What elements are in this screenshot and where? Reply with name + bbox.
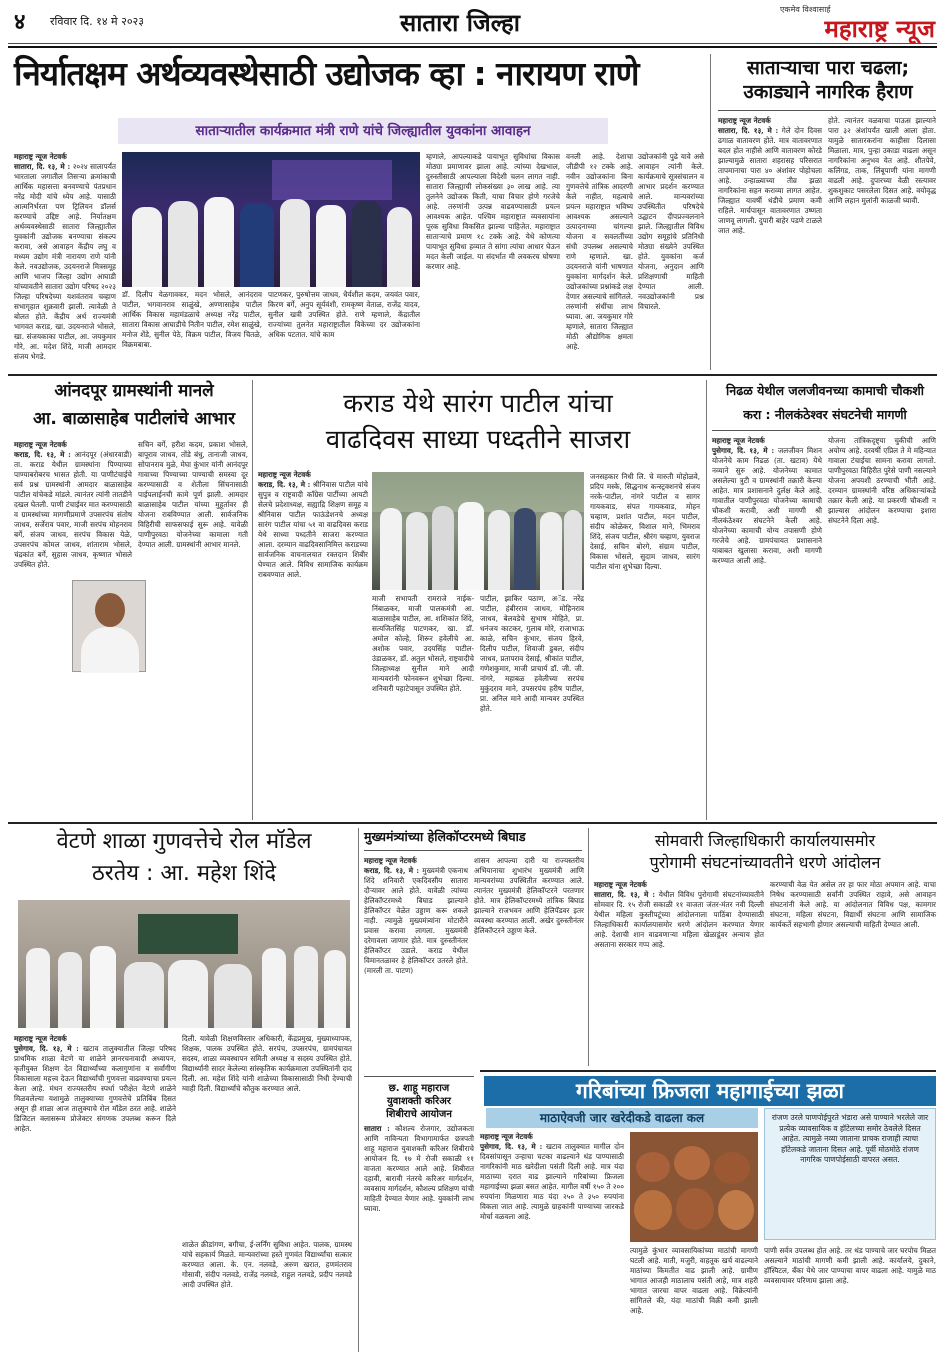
vetne-column-2: दिली. यावेळी शिक्षणविस्तार अधिकारी, केंद्रप्रमुख, मुख्याध्यापक, शिक्षक, पालक उपस्थित होते. सरपंच, उपसरपंच, ग्रामपंचायत सदस्य, शाळा व्यवस्थापन समिती अध्यक्ष व सदस्य उपस्थित होते. विद्यार्थ्यांनी सादर केलेल्या सांस्कृतिक कार्यक्रमाला उपस्थितांनी दाद दिली. आ. महेश शिंदे यांनी शाळेच्या विकासासाठी निधी देण्याची ग्वाही दिली. विद्यार्थ्यांचे कौतुक करण्यात आले. xyxy=(182,1034,352,1093)
nimbal-dateline: पुसेगाव, दि. १३, मे : xyxy=(712,446,775,455)
section-title: सातारा जिल्हा xyxy=(399,9,521,37)
heat-column-2: होते. त्यानंतर वळवाचा पाऊस झाल्याने पारा ३२ अंशांपर्यंत खाली आला होता. यामुळे सातारकरांना काहीसा दिलासा मिळाला. मात्र, पुन्हा उकाडा वाढला असून नागरिकांना अनुभव येत आहे. शीतपेये, कलिंगड, ताक, लिंबूपाणी यांना मागणी वाढली आहे. दुपारच्या वेळी रस्त्यावर शुकशुकाट पसरलेला दिसत आहे. वयोवृद्ध आणि लहान मुलांनी काळजी घ्यावी. xyxy=(828,116,936,205)
anandpur-dateline: कराड, दि. १३, मे : xyxy=(14,450,71,459)
heat-byline: महाराष्ट्र न्यूज नेटवर्क xyxy=(718,116,771,125)
karad-column-3: पाटील, झाकिर पठाण, अॅड. नरेंद्र पाटील, हंबीरराव जाधव, मोहिनराव जाधव, बेलवडेचे सुभाष मोहिते, प्रा. धनंजय काटकर, गुलाब मोरे, राजाभाऊ काळे, सचिन कुंभार, संजय हिरवे, दिलीप पाटील, शिवाजी डुबल, संदीप जाधव, प्रतापराव देसाई, श्रीकांत पाटील, गणेशकुमार, माजी प्राचार्य डॉ. जी. जी. नांगरे, महाबळ हवेलीच्या सरपंच मुकुंदराव माने, उपसरपंच हरीष पाटील, प्रा. अनिल माने आदी मान्यवर उपस्थित होते. xyxy=(480,594,584,713)
lead-subhead: साताऱ्यातील कार्यक्रमात मंत्री राणे यांचे जिल्ह्यातील युवकांना आवाहन xyxy=(118,118,608,144)
protest-headline-1: सोमवारी जिल्हाधिकारी कार्यालयासमोर xyxy=(654,831,876,850)
cm-column-1 xyxy=(364,856,468,1070)
vetne-byline: महाराष्ट्र न्यूज नेटवर्क xyxy=(14,1034,67,1043)
fridge-body-1: खटाव तालुक्यात मागील दोन दिवसांपासून उन्हाचा चटका वाढल्याने थंड पाण्यासाठी नागरिकांनी माठ खरेदीला पसंती दिली आहे. मात्र यंदा माठाच्या दरात वाढ झाल्याने गरिबांच्या फ्रिजला महागाईच्या झळा बसत आहेत. मागील वर्षी १५० ते २०० रुपयांना मिळणारा माठ यंदा २५० ते ३५० रुपयांना विकला जात आहे. त्यामुळे ग्राहकांनी पाण्याच्या जारकडे मोर्चा वळवला आहे. xyxy=(480,1142,624,1221)
fridge-banner: गरिबांच्या फ्रिजला महागाईच्या झळा xyxy=(484,1076,936,1106)
protest-column-2: करण्याची वेळ येत असेल तर हा फार मोठा अपमान आहे. याचा निषेध करण्यासाठी सर्वांनी उपस्थित राहावे, असे आवाहन संघटनांनी केले आहे. या आंदोलनात विविध पक्ष, कामगार संघटना, महिला संघटना, विद्यार्थी संघटना आणि सामाजिक कार्यकर्ते सहभागी होणार असल्याची माहिती देण्यात आली. xyxy=(770,880,936,929)
fridge-sidebar xyxy=(764,1108,936,1240)
vetne-photo xyxy=(18,900,350,1028)
karad-dateline: कराड, दि. १३, मे : xyxy=(258,480,311,489)
fridge-column-3: पाणी सर्वत्र उपलब्ध होत आहे. तर थंड पाण्याचे जार घरपोच मिळत असल्याने माठांची मागणी कमी झाली आहे. कार्यालये, दुकाने, हॉस्पिटल, बँका येथे जार पाण्याचा वापर वाढला आहे. यामुळे माठ व्यवसायावर परिणाम झाला आहे. xyxy=(764,1246,936,1285)
karad-headline-2: वाढदिवस साध्या पध्दतीने साजरा xyxy=(325,425,631,455)
lead-caption: डॉ. दिलीप येळगावकर, मदन भोसले, आनंदराव पाटील, भगवानराव साळुंखे, अण्णासाहेब पाटील आर्थिक विकास महामंडळाचे अध्यक्ष नरेंद्र पाटील, सातारा विकास आघाडीचे नितीन पाटील, रमेश साळुंखे, मनोज शेंडे, सुनील पेठे, विक्रम पाटील, विजय चितळे, विक्रमबाबा. xyxy=(122,290,262,349)
vetne-column-1 xyxy=(14,1034,176,1352)
heat-dateline: सातारा, दि. १३, मे : xyxy=(718,126,779,135)
cm-byline: महाराष्ट्र न्यूज नेटवर्क xyxy=(364,856,417,865)
shahu-body-1: कौशल्य रोजगार, उद्योजकता आणि नाविन्यता विभागामार्फत छत्रपती शाहू महाराज युवाशक्ती करिअर शिबीराचे आयोजन दि. १७ मे रोजी सकाळी ११ वाजता करण्यात आले आहे. शिबीरात दहावी, बारावी नंतरचे करिअर मार्गदर्शन, व्यवसाय मार्गदर्शन, कौशल्य प्रशिक्षण यांची माहिती देण्यात येणार आहे. युवकांनी लाभ घ्यावा. xyxy=(364,1124,474,1213)
fridge-subbanner: माठाऐवजी जार खरेदीकडे वाढला कल xyxy=(486,1108,758,1128)
fridge-dateline: पुसेगाव, दि. १३, मे : xyxy=(480,1142,543,1151)
shahu-headline-1: छ. शाहू महाराज xyxy=(388,1083,450,1094)
lead-photo xyxy=(122,152,420,287)
heat-body-1: गेले दोन दिवस ढगाळ वातावरण होते. मात्र वातावरणात बदल होत नाहीसे आणि वातावरण कोरडे झाल्यामुळे सातारा शहरासह परिसरात तापमानाचा पारा ४० अंशांवर पोहोचला आहे. उन्हाळ्याच्या तीव्र झळा नागरिकांना सहन कराव्या लागत आहेत. जिल्ह्यात यावर्षी थंडीचे प्रमाण कमी राहिले. मार्चपासून वातावरणात उष्णता जाणवू लागली. दुपारी बाहेर पडणे टाळले जात आहे. xyxy=(718,126,822,235)
cm-headline: मुख्यमंत्र्यांच्या हेलिकॉप्टरमध्ये बिघाड xyxy=(364,829,526,844)
protest-body-1: येथील विविध पुरोगामी संघटनांच्यावतीने सोमवार दि. १५ रोजी सकाळी ११ वाजता जंतर-मंतर नवी दिल्ली येथील महिला कुस्तीपटूंच्या आंदोलनाला पाठिंबा देण्यासाठी जिल्हाधिकारी कार्यालयासमोर धरणे आंदोलन करण्यात येणार आहे. देशाची शान वाढवणाऱ्या महिला खेळाडूंवर अन्याय होत असताना सरकार गप्प आहे. xyxy=(594,890,764,949)
brand-logo: महाराष्ट्र न्यूज xyxy=(824,15,935,43)
protest-byline: महाराष्ट्र न्यूज नेटवर्क xyxy=(594,880,647,889)
lead-column-4: म्हणाले, आपल्याकडे पायाभूत सुविधांचा विकास मोठ्या प्रमाणावर झाला आहे. त्यांच्या देखभाल, दुरुस्तीसाठी आपल्याला विदेशी चलन लागत नाही. सातारा जिल्ह्याची लोकसंख्या ३० लाख आहे. त्या तुलनेने उद्योजक किती, याचा विचार होणे गरजेचे आहे. तरुणांनी उत्पन्न वाढवण्यासाठी प्रयत्न आवश्यक आहेत. पश्चिम महाराष्ट्रात व्यवसायांना पूरक सुविधा विकसित झाल्या पाहिजेत. महाराष्ट्रात साताऱ्याचे प्रमाण १८ टक्के आहे. येथे कोणत्या पायाभूत सुविधा हव्यात ते सांगा त्यांचा आधार घेऊन मदत केली जाईल. या संदर्भात मी लवकरच घोषणा करणार आहे. xyxy=(426,152,560,271)
anandpur-portrait xyxy=(72,580,146,672)
lead-body-1: २०२४ सालापर्यंत भारताला जगातील तिसऱ्या क्रमांकाची आर्थिक महासत्ता बनवण्याचे पंतप्रधान नरेंद्र मोदी यांचे ध्येय आहे. यासाठी आत्मनिर्भरता पण ट्रिलियन डॉलर्स करण्याचे उद्दिष्ट आहे. निर्यातक्षम अर्थव्यवस्थेसाठी सातारा जिल्ह्यातील युवकांनी उद्योजक बनण्याचा संकल्प करावा, असे आवाहन केंद्रीय लघु व मध्यम उद्योग मंत्री नारायण राणे यांनी केले. नवउद्योजक, उदयनराजे मित्रसमूह आणि भाजप जिल्हा उद्योग आघाडी यांच्यावतीने सातारा उद्योग परिषद २०२३ जिल्हा परिषदेच्या यशवंतराव चव्हाण सभागृहात शुक्रवारी झाली. त्यावेळी ते बोलत होते. केंद्रीय अर्थ राज्यमंत्री भागवत कराड, खा. उदयनराजे भोसले, खा. संजयकाका पाटील, आ. जयकुमार गोरे, आ. मदेश शिंदे, माजी आमदार संजय भेगडे. xyxy=(14,162,116,361)
lead-column-1 xyxy=(14,152,116,361)
page-number: ४ xyxy=(14,10,26,35)
protest-dateline: सातारा, दि. १३, मे : xyxy=(594,890,655,899)
lead-column-6: उद्योजकांनी पुढे यावे असे आवाहन त्यांनी केले. कार्यक्रमाचे सूत्रसंचालन व आभार प्रदर्शन करण्यात आले. मान्यवरांच्या उपस्थितीत परिषदेचे उद्घाटन दीपप्रज्वलनाने झाले. जिल्ह्यातील विविध उद्योग समूहांचे प्रतिनिधी मोठ्या संख्येने उपस्थित होते. युवकांना कर्ज योजना, अनुदान आणि प्रशिक्षणाची माहिती देण्यात आली. नवउद्योजकांनी प्रश्न विचारले. xyxy=(638,152,704,311)
karad-column-1 xyxy=(258,470,368,816)
cm-dateline: कराड, दि. १३, मे : xyxy=(364,866,420,875)
shahu-column-1 xyxy=(364,1124,474,1352)
nimbal-column-2: योजना तांत्रिकदृष्ट्या चुकीची आणि अयोग्य आहे. दरवर्षी एप्रिल ते मे महिन्यात गावाला टंचाईचा सामना करावा लागतो. पाणीपुरवठा विहिरीत पुरेसे पाणी नसल्याने योजना अपयशी ठरण्याची भीती आहे. दरम्यान ग्रामस्थांनी वरिष्ठ अधिकाऱ्यांकडे तक्रार केली आहे. या प्रकरणी चौकशी न झाल्यास आंदोलन करण्याचा इशारा संघटनेने दिला आहे. xyxy=(828,436,936,525)
fridge-photo xyxy=(630,1132,758,1242)
karad-body-1: श्रीनिवास पाटील यांचे सुपुत्र व राष्ट्रवादी काँग्रेस पार्टीच्या आयटी सेलचे प्रदेशाध्यक्ष, सह्याद्रि शिक्षण समूह व श्रीनिवास पाटील फाऊंडेशनचे अध्यक्ष सारंग पाटील यांचा ५१ वा वाढदिवस कराड येथे साध्या पध्दतीने साजरा करण्यात आला. दरम्यान वाढदिवसानिमित्त कराडच्या सार्वजनिक वाचनालयात रक्तदान शिबीर घेण्यात आले. विविध सामाजिक कार्यक्रम राबवण्यात आले. xyxy=(258,480,368,579)
lead-column-5: वनली आहे. देशाचा जीडीपी १२ टक्के आहे. नवीन उद्योजकांना बिना गुणवत्तेचे तांत्रिक आदरणी केले नाहीत, महत्वाचे प्रयत्न महाराष्ट्रात भविष्य आवश्यक असल्याने उत्पादनाच्या चांगल्या योजना व सवलतींच्या संधी उपलब्ध असल्याचे राणे म्हणाले. खा. उदयनराजे यांनी भाषणात युवकांना मार्गदर्शन केले. उद्योजकांच्या प्रश्नांकडे लक्ष देणार असल्याचे सांगितले. तरुणांनी संधींचा लाभ घ्यावा. आ. जयकुमार गोरे म्हणाले, सातारा जिल्ह्यात मोठी औद्योगिक क्षमता आहे. xyxy=(566,152,633,351)
anandpur-headline-2: आ. बाळासाहेब पाटीलांचे आभार xyxy=(32,409,236,429)
anandpur-body-1: आनंदपूर (अंधारवाडी) ता. कराड येथील ग्रामस्थांना पिण्याच्या पाण्याबरोबरच भासत होती. या पाणीटंचाईचे सर्व प्रश्न ग्रामस्थांनी आमदार बाळासाहेब पाटील यांचेकडे मांडले. त्यानंतर त्यांनी तातडीने दखल घेतली. पाणी टंचाईवर मात करण्यासाठी व ग्रामस्थांच्या मागणीप्रमाणे उपसरपंच संतोष जाधव, सर्जेराव पवार, माजी सरपंच मोहनराव बर्गे, संजय जाधव, सरपंच विकास येळे, उपसरपंच कोमल जाधव, शांताराम भोसले, चंद्रकांत बर्गे, सुहास जाधव, कृष्णात भोसले उपस्थित होते. xyxy=(14,450,132,569)
shahu-dateline: सातारा : xyxy=(364,1124,390,1133)
lead-dateline: सातारा, दि. १३, मे : xyxy=(14,162,71,171)
karad-column-4: जनसहकार निधी लि. चे मारुती मोहोळवे, प्रदिप मस्के, सिद्धनाथ कन्स्ट्रक्शनचे संजय नरके-पाटील, नांगरे पाटील व सागर गायकवाड, संपत गायकवाड, मोहन चव्हाण, प्रशांत पाटील, मदन पाटील, संदीप कोळेकर, विशाल माने, भिमराव शिंदे, संजय पाटील, श्रीरंग चव्हाण, युवराज देसाई, सचिन बोरगे, संग्राम पाटील, विकास भोसले, सुदाम जाधव, सारंग पाटील यांना शुभेच्छा दिल्या. xyxy=(590,472,700,571)
shahu-headline-3: शिबीराचे आयोजन xyxy=(386,1109,452,1120)
lead-headline: निर्यातक्षम अर्थव्यवस्थेसाठी उद्योजक व्हा : नारायण राणे xyxy=(14,54,639,93)
vetne-column-3: शाळेत क्रीडांगण, बगीचा, ई-लर्निंग सुविधा आहेत. पालक, ग्रामस्थ यांचे सहकार्य मिळते. मान्यवरांच्या हस्ते गुणवंत विद्यार्थ्यांचा सत्कार करण्यात आला. के. एन. नलवडे, अरुण खरात, हणमंतराव गोसावी, संदीप नलवडे, राजेंद्र नलवडे, राहुल नलवडे, प्रदीप नलवडे आदी उपस्थित होते. xyxy=(182,1240,352,1289)
nimbal-headline-1: निढळ येथील जलजीवनच्या कामाची चौकशी xyxy=(726,383,924,398)
vetne-dateline: पुसेगाव, दि. १३, मे : xyxy=(14,1044,79,1053)
masthead-tagline: एकमेव विश्वासार्ह xyxy=(780,5,831,14)
karad-caption: माजी सभापती रामराजे नाईक-निंबाळकर, माजी पालकमंत्री आ. बाळासाहेब पाटील, आ. शशिकांत शिंदे, सत्यजितसिंह पाटणकर, खा. डॉ. अमोल कोल्हे, शिरूर हवेलीचे आ. अशोक पवार, उदयसिंह पाटील-उंडाळकर, डॉ. अतुल भोसले, राष्ट्रवादीचे जिल्हाध्यक्ष सुनील माने आदी मान्यवरांनी फोनवरून शुभेच्छा दिल्या. शनिवारी पहाटेपासून उपस्थित होते. xyxy=(372,594,474,693)
nimbal-headline-2: करा : नीलकंठेश्वर संघटनेची मागणी xyxy=(743,407,907,422)
fridge-byline: महाराष्ट्र न्यूज नेटवर्क xyxy=(480,1132,533,1141)
karad-photo xyxy=(372,472,584,590)
fridge-column-2: त्यामुळे कुंभार व्यावसायिकांच्या माठांची मागणी घटली आहे. माती, मजुरी, वाहतूक खर्च वाढल्याने माठांच्या किमतीत वाढ झाली आहे. ग्रामीण भागात आजही माठालाच पसंती आहे, मात्र शहरी भागात जारचा वापर वाढला आहे. विक्रेत्यांनी सांगितले की, यंदा माठांची विक्री कमी झाली आहे. xyxy=(630,1246,758,1315)
anandpur-column-2: सचिन बर्गे, हरीश कदम, प्रकाश भोसले, बापूराव जाधव, तोंडे बंधु, तानाजी जाधव, सोपानराव मुळे, मेघा कुंभार यांनी आनंदपूर गावाच्या पिण्याच्या पाण्याची समस्या दूर करण्यासाठी व शेतीला सिंचनासाठी पाईपलाईनची कामे पूर्ण झाली. आमदार बाळासाहेब पाटील यांच्या मुहूर्तावर ही योजना राबविण्यात आली. सार्वजनिक विहिरीची साफसफाई सुरू आहे. यावेळी पाणीपुरवठा योजनेच्या कामाला गती देण्यात आली. ग्रामस्थांनी आभार मानले. xyxy=(138,440,248,549)
karad-byline: महाराष्ट्र न्यूज नेटवर्क xyxy=(258,470,311,479)
vetne-headline-2: ठरतेय : आ. महेश शिंदे xyxy=(91,861,277,886)
nimbal-byline: महाराष्ट्र न्यूज नेटवर्क xyxy=(712,436,765,445)
masthead-rule xyxy=(8,46,937,48)
shahu-headline-2: युवाशक्ती करिअर xyxy=(387,1096,451,1107)
vetne-body-1: खटाव तालुक्यातील जिल्हा परिषद प्राथमिक शाळा वेटणे या शाळेने ज्ञानरचनावादी अध्यापन, कृतीयुक्त शिक्षण देत विद्यार्थ्यांच्या कलागुणांना व सर्वांगीण विकासाला महत्त्व देऊन विद्यार्थ्यांची गुणवत्ता वाढवण्याचा प्रयत्न केला आहे. मंथन राज्यस्तरीय स्पर्धा परीक्षेत वेटणे शाळेने मिळवलेल्या यशामुळे तालुक्याच्या गुणवत्तेचे प्रतिबिंब दिसत असून ही शाळा आज तालुक्याचे रोल मॉडेल ठरत आहे. शाळेने डिजिटल क्लासरूम प्रोजेक्टर संगणक उपलब्ध करून दिले आहेत. xyxy=(14,1044,176,1133)
lead-column-3: पाटणकर, पुरुषोत्तम जाधव, धैर्यशील कदम, जयवंत पवार, किरण बर्गे, अनुप सूर्यवंशी, रामकृष्ण वेताळ, राजेंद्र यादव, सुनील खत्री उपस्थित होते. राणे म्हणाले, केंद्रातील राज्यांच्या तुलनेत महाराष्ट्रातील विकेच्या दर उद्योजकांना अधिक पटतात. यांचे काम xyxy=(268,290,420,339)
lead-byline: महाराष्ट्र न्यूज नेटवर्क xyxy=(14,152,67,161)
cm-column-2: शासन आपल्या दारी या राज्यस्तरीय अभियानाचा शुभारंभ मुख्यमंत्री आणि मान्यवरांच्या उपस्थितीत करण्यात आले. त्यानंतर मुख्यमंत्री हेलिकॉप्टरने परतणार होते. मात्र हेलिकॉप्टरमध्ये तांत्रिक बिघाड झाल्याने राजभवन आणि हेलिपॅडवर इतर व्यवस्था करण्यात आली. अखेर दुरुस्तीनंतर हेलिकॉप्टरने उड्डाण केले. xyxy=(474,856,584,935)
issue-date: रविवार दि. १४ मे २०२३ xyxy=(50,15,144,28)
vetne-headline-1: वेटणे शाळा गुणवत्तेचे रोल मॉडेल xyxy=(56,829,312,854)
protest-headline-2: पुरोगामी संघटनांच्यावतीने धरणे आंदोलन xyxy=(649,853,881,872)
karad-headline-1: कराड येथे सारंग पाटील यांचा xyxy=(343,389,613,419)
anandpur-byline: महाराष्ट्र न्यूज नेटवर्क xyxy=(14,440,67,449)
fridge-sidebar-text: रांजण उरले पाणपोईपुरते भंडारा असे पाण्याने भरलेले जार प्रत्येक व्यावसायिक व हॉटेलच्या समोर ठेवलेले दिसत आहेत. त्यामुळे नव्या जाताना प्राचक राजाही त्याचा हॉटेलकडे जाताना दिसत आहे. पूर्वी मोठमोठे रांजण नागरिक पाणपोईसाठी वापरत असत. xyxy=(771,1113,929,1164)
fridge-column-1 xyxy=(480,1132,624,1352)
protest-column-1 xyxy=(594,880,764,1066)
cm-body-1: मुख्यमंत्री एकनाथ शिंदे शनिवारी एकदिवसीय सातारा दौऱ्यावर आले होते. यावेळी त्यांच्या हेलिकॉप्टरमध्ये बिघाड झाल्याने हेलिकॉप्टर वेळेत उड्डाण करू शकले नाही. त्यामुळे मुख्यमंत्र्यांना मोटारीने प्रवास करावा लागला. मुख्यमंत्री दरेगावला जाणार होते. मात्र दुरुस्तीनंतर हेलिकॉप्टर उडाले. कराड येथील विमानतळावर हे हेलिकॉप्टर उतरले होते. (मारली ता. पाटण) xyxy=(364,866,468,975)
heat-column-1 xyxy=(718,116,822,368)
nimbal-body-1: जलजीवन मिशन योजनेचे काम निढळ (ता. खटाव) येथे नव्याने सुरु आहे. योजनेच्या कामात असलेल्या त्रुटी व ग्रामस्थांनी तक्रारी केल्या आहेत. मात्र प्रशासनाने दुर्लक्ष केले आहे. गावातील पाणीपुरवठा योजनेच्या कामाची चौकशी करावी, अशी मागणी श्री नीलकंठेश्वर संघटनेने केली आहे. योजनेच्या कामाची योग्य तपासणी होणे गरजेचे आहे. ग्रामपंचायत प्रशासनाने याबाबत खुलासा करावा, अशी मागणी करण्यात आली आहे. xyxy=(712,446,823,565)
nimbal-column-1 xyxy=(712,436,822,816)
anandpur-headline-1: आंनदपूर ग्रामस्थांनी मानले xyxy=(54,381,214,401)
heat-headline: साताऱ्याचा पारा चढला; उकाड्याने नागरिक हैराण xyxy=(743,57,913,103)
